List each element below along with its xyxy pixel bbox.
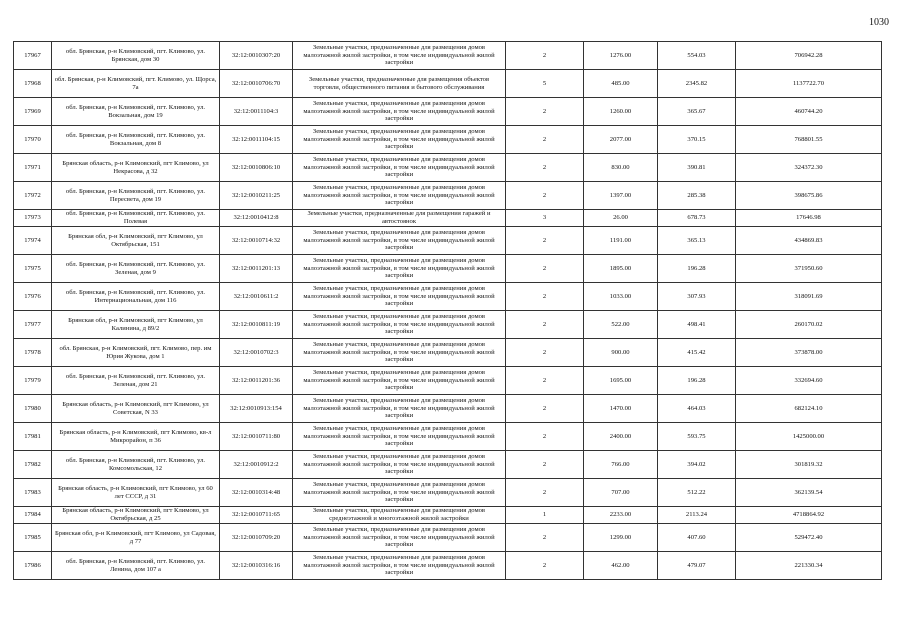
cadastral-number-cell: 32:12:0010811:19 xyxy=(220,311,293,339)
row-number-cell: 17986 xyxy=(14,552,52,580)
specific-value-cell: 464.03 xyxy=(658,395,736,423)
area-cell: 522.00 xyxy=(584,311,658,339)
table-row xyxy=(14,283,882,311)
cadastral-value-cell: 371950.60 xyxy=(736,255,882,283)
cadastral-value-cell: 4718864.92 xyxy=(736,507,882,524)
table-row xyxy=(14,552,882,580)
land-use-cell: Земельные участки, предназначенные для размещения домов малоэтажной жилой застройки, в том числе индивидуальной жилой застройки xyxy=(293,524,506,552)
cadastral-number-cell: 32:12:0010702:3 xyxy=(220,339,293,367)
cadastral-value-cell: 301819.32 xyxy=(736,451,882,479)
row-number-cell: 17979 xyxy=(14,367,52,395)
land-use-cell: Земельные участки, предназначенные для размещения домов малоэтажной жилой застройки, в том числе индивидуальной жилой застройки xyxy=(293,339,506,367)
area-cell: 766.00 xyxy=(584,451,658,479)
row-number-cell: 17970 xyxy=(14,126,52,154)
cadastral-value-cell: 318091.69 xyxy=(736,283,882,311)
row-number-cell: 17983 xyxy=(14,479,52,507)
address-cell: обл. Брянская, р-н Климовский, пгт. Климово, ул. Брянская, дом 30 xyxy=(52,42,220,70)
table-row xyxy=(14,42,882,70)
address-cell: обл. Брянская, р-н Климовский, пгт. Климово, ул. Щорса, 7а xyxy=(52,70,220,98)
land-use-cell: Земельные участки, предназначенные для размещения домов малоэтажной жилой застройки, в том числе индивидуальной жилой застройки xyxy=(293,154,506,182)
group-cell: 2 xyxy=(506,524,584,552)
area-cell: 830.00 xyxy=(584,154,658,182)
table-row xyxy=(14,255,882,283)
row-number-cell: 17972 xyxy=(14,182,52,210)
land-use-cell: Земельные участки, предназначенные для размещения домов среднеэтажной и многоэтажной жилой застройки xyxy=(293,507,506,524)
cadastral-number-cell: 32:12:0010316:16 xyxy=(220,552,293,580)
table-row xyxy=(14,507,882,524)
specific-value-cell: 307.93 xyxy=(658,283,736,311)
area-cell: 1695.00 xyxy=(584,367,658,395)
specific-value-cell: 554.03 xyxy=(658,42,736,70)
table-row xyxy=(14,311,882,339)
specific-value-cell: 678.73 xyxy=(658,210,736,227)
area-cell: 707.00 xyxy=(584,479,658,507)
row-number-cell: 17981 xyxy=(14,423,52,451)
address-cell: обл. Брянская, р-н Климовский, пгт. Климово, ул. Интернациональная, дом 116 xyxy=(52,283,220,311)
specific-value-cell: 370.15 xyxy=(658,126,736,154)
table-row xyxy=(14,154,882,182)
group-cell: 2 xyxy=(506,339,584,367)
specific-value-cell: 479.07 xyxy=(658,552,736,580)
cadastral-value-cell: 221330.34 xyxy=(736,552,882,580)
cadastral-number-cell: 32:12:0010912:2 xyxy=(220,451,293,479)
cadastral-number-cell: 32:12:0010211:25 xyxy=(220,182,293,210)
address-cell: Брянская обл, р-н Климовский, пгт Климово, ул Садовая, д 77 xyxy=(52,524,220,552)
table-row xyxy=(14,227,882,255)
specific-value-cell: 285.38 xyxy=(658,182,736,210)
group-cell: 2 xyxy=(506,311,584,339)
row-number-cell: 17973 xyxy=(14,210,52,227)
cadastral-value-cell: 362139.54 xyxy=(736,479,882,507)
group-cell: 2 xyxy=(506,552,584,580)
group-cell: 3 xyxy=(506,210,584,227)
land-use-cell: Земельные участки, предназначенные для размещения домов малоэтажной жилой застройки, в том числе индивидуальной жилой застройки xyxy=(293,227,506,255)
address-cell: Брянская область, р-н Климовский, пгт Климово, ул Некрасова, д 32 xyxy=(52,154,220,182)
cadastral-number-cell: 32:12:0010714:32 xyxy=(220,227,293,255)
cadastral-number-cell: 32:12:0011104:15 xyxy=(220,126,293,154)
table-row xyxy=(14,210,882,227)
cadastral-number-cell: 32:12:0010913:154 xyxy=(220,395,293,423)
specific-value-cell: 2113.24 xyxy=(658,507,736,524)
cadastral-value-cell: 682124.10 xyxy=(736,395,882,423)
address-cell: обл. Брянская, р-н Климовский, пгт. Климово, ул. Зеленая, дом 9 xyxy=(52,255,220,283)
row-number-cell: 17982 xyxy=(14,451,52,479)
address-cell: обл. Брянская, р-н Климовский, пгт. Климово, ул. Вокзальная, дом 19 xyxy=(52,98,220,126)
address-cell: обл. Брянская, р-н Климовский, пгт. Климово, ул. Зеленая, дом 21 xyxy=(52,367,220,395)
group-cell: 2 xyxy=(506,42,584,70)
group-cell: 2 xyxy=(506,182,584,210)
land-use-cell: Земельные участки, предназначенные для размещения домов малоэтажной жилой застройки, в том числе индивидуальной жилой застройки xyxy=(293,126,506,154)
row-number-cell: 17976 xyxy=(14,283,52,311)
land-use-cell: Земельные участки, предназначенные для размещения домов малоэтажной жилой застройки, в том числе индивидуальной жилой застройки xyxy=(293,423,506,451)
table-body xyxy=(14,42,882,580)
area-cell: 1191.00 xyxy=(584,227,658,255)
specific-value-cell: 2345.82 xyxy=(658,70,736,98)
address-cell: Брянская область, р-н Климовский, пгт Климово, ул Октябрьская, д 25 xyxy=(52,507,220,524)
page-number: 1030 xyxy=(869,17,889,28)
table-row xyxy=(14,70,882,98)
address-cell: обл. Брянская, р-н Климовский, пгт. Климово, ул. Пересвета, дом 19 xyxy=(52,182,220,210)
row-number-cell: 17967 xyxy=(14,42,52,70)
group-cell: 2 xyxy=(506,154,584,182)
specific-value-cell: 415.42 xyxy=(658,339,736,367)
area-cell: 2077.00 xyxy=(584,126,658,154)
cadastral-number-cell: 32:12:0010711:80 xyxy=(220,423,293,451)
address-cell: Брянская область, р-н Климовский, пгт Климово, кв-л Микрорайон, п 36 xyxy=(52,423,220,451)
group-cell: 2 xyxy=(506,395,584,423)
cadastral-value-cell: 460744.20 xyxy=(736,98,882,126)
group-cell: 2 xyxy=(506,283,584,311)
land-use-cell: Земельные участки, предназначенные для размещения домов малоэтажной жилой застройки, в том числе индивидуальной жилой застройки xyxy=(293,395,506,423)
cadastral-value-cell: 1137722.70 xyxy=(736,70,882,98)
area-cell: 2400.00 xyxy=(584,423,658,451)
specific-value-cell: 394.02 xyxy=(658,451,736,479)
land-use-cell: Земельные участки, предназначенные для размещения объектов торговли, общественного питания и бытового обслуживания xyxy=(293,70,506,98)
table-row xyxy=(14,339,882,367)
area-cell: 1276.00 xyxy=(584,42,658,70)
specific-value-cell: 512.22 xyxy=(658,479,736,507)
row-number-cell: 17984 xyxy=(14,507,52,524)
row-number-cell: 17975 xyxy=(14,255,52,283)
cadastral-number-cell: 32:12:0010314:48 xyxy=(220,479,293,507)
table-row xyxy=(14,395,882,423)
land-use-cell: Земельные участки, предназначенные для размещения домов малоэтажной жилой застройки, в том числе индивидуальной жилой застройки xyxy=(293,182,506,210)
area-cell: 1033.00 xyxy=(584,283,658,311)
row-number-cell: 17980 xyxy=(14,395,52,423)
table-row xyxy=(14,126,882,154)
cadastral-value-cell: 373878.00 xyxy=(736,339,882,367)
specific-value-cell: 407.60 xyxy=(658,524,736,552)
table-row xyxy=(14,182,882,210)
group-cell: 2 xyxy=(506,367,584,395)
address-cell: Брянская обл, р-н Климовский, пгт Климово, ул Октябрьская, 151 xyxy=(52,227,220,255)
land-use-cell: Земельные участки, предназначенные для размещения домов малоэтажной жилой застройки, в том числе индивидуальной жилой застройки xyxy=(293,255,506,283)
cadastral-value-cell: 1425000.00 xyxy=(736,423,882,451)
row-number-cell: 17971 xyxy=(14,154,52,182)
land-use-cell: Земельные участки, предназначенные для размещения домов малоэтажной жилой застройки, в том числе индивидуальной жилой застройки xyxy=(293,451,506,479)
address-cell: обл. Брянская, р-н Климовский, пгт. Климово, ул. Ленина, дом 107 а xyxy=(52,552,220,580)
specific-value-cell: 196.28 xyxy=(658,255,736,283)
specific-value-cell: 498.41 xyxy=(658,311,736,339)
land-use-cell: Земельные участки, предназначенные для размещения домов малоэтажной жилой застройки, в том числе индивидуальной жилой застройки xyxy=(293,98,506,126)
cadastral-number-cell: 32:12:0011201:13 xyxy=(220,255,293,283)
table-row xyxy=(14,98,882,126)
specific-value-cell: 365.67 xyxy=(658,98,736,126)
land-use-cell: Земельные участки, предназначенные для размещения домов малоэтажной жилой застройки, в том числе индивидуальной жилой застройки xyxy=(293,479,506,507)
cadastral-number-cell: 32:12:0010307:20 xyxy=(220,42,293,70)
area-cell: 462.00 xyxy=(584,552,658,580)
area-cell: 1470.00 xyxy=(584,395,658,423)
area-cell: 1895.00 xyxy=(584,255,658,283)
cadastral-number-cell: 32:12:0010806:10 xyxy=(220,154,293,182)
specific-value-cell: 593.75 xyxy=(658,423,736,451)
cadastral-value-cell: 529472.40 xyxy=(736,524,882,552)
specific-value-cell: 196.28 xyxy=(658,367,736,395)
cadastral-value-cell: 398675.86 xyxy=(736,182,882,210)
group-cell: 2 xyxy=(506,451,584,479)
group-cell: 2 xyxy=(506,98,584,126)
land-use-cell: Земельные участки, предназначенные для размещения домов малоэтажной жилой застройки, в том числе индивидуальной жилой застройки xyxy=(293,311,506,339)
land-use-cell: Земельные участки, предназначенные для размещения домов малоэтажной жилой застройки, в том числе индивидуальной жилой застройки xyxy=(293,42,506,70)
cadastral-number-cell: 32:12:0010711:65 xyxy=(220,507,293,524)
area-cell: 1397.00 xyxy=(584,182,658,210)
area-cell: 1299.00 xyxy=(584,524,658,552)
table-row xyxy=(14,367,882,395)
row-number-cell: 17977 xyxy=(14,311,52,339)
area-cell: 26.00 xyxy=(584,210,658,227)
cadastral-value-cell: 17646.98 xyxy=(736,210,882,227)
row-number-cell: 17969 xyxy=(14,98,52,126)
land-use-cell: Земельные участки, предназначенные для размещения гаражей и автостоянок xyxy=(293,210,506,227)
land-use-cell: Земельные участки, предназначенные для размещения домов малоэтажной жилой застройки, в том числе индивидуальной жилой застройки xyxy=(293,283,506,311)
cadastral-value-cell: 768801.55 xyxy=(736,126,882,154)
address-cell: Брянская область, р-н Климовский, пгт Климово, ул 60 лет СССР, д 31 xyxy=(52,479,220,507)
row-number-cell: 17968 xyxy=(14,70,52,98)
area-cell: 900.00 xyxy=(584,339,658,367)
area-cell: 485.00 xyxy=(584,70,658,98)
cadastral-number-cell: 32:12:0010706:70 xyxy=(220,70,293,98)
address-cell: обл. Брянская, р-н Климовский, пгт. Климово, ул. Вокзальная, дом 8 xyxy=(52,126,220,154)
address-cell: обл. Брянская, р-н Климовский, пгт. Климово, ул. Полевая xyxy=(52,210,220,227)
address-cell: Брянская область, р-н Климовский, пгт Климово, ул Советская, N 33 xyxy=(52,395,220,423)
land-use-cell: Земельные участки, предназначенные для размещения домов малоэтажной жилой застройки, в том числе индивидуальной жилой застройки xyxy=(293,367,506,395)
group-cell: 1 xyxy=(506,507,584,524)
cadastral-number-cell: 32:12:0010709:20 xyxy=(220,524,293,552)
group-cell: 2 xyxy=(506,255,584,283)
row-number-cell: 17978 xyxy=(14,339,52,367)
cadastral-value-cell: 706942.28 xyxy=(736,42,882,70)
cadastral-value-table xyxy=(13,41,882,580)
cadastral-number-cell: 32:12:0011104:3 xyxy=(220,98,293,126)
group-cell: 2 xyxy=(506,227,584,255)
cadastral-value-cell: 260170.02 xyxy=(736,311,882,339)
specific-value-cell: 365.13 xyxy=(658,227,736,255)
cadastral-value-cell: 324372.30 xyxy=(736,154,882,182)
group-cell: 2 xyxy=(506,423,584,451)
row-number-cell: 17985 xyxy=(14,524,52,552)
group-cell: 2 xyxy=(506,126,584,154)
address-cell: обл. Брянская, р-н Климовский, пгт. Климово, пер. им Юрия Жукова, дом 1 xyxy=(52,339,220,367)
group-cell: 5 xyxy=(506,70,584,98)
row-number-cell: 17974 xyxy=(14,227,52,255)
cadastral-number-cell: 32:12:0010412:8 xyxy=(220,210,293,227)
area-cell: 2233.00 xyxy=(584,507,658,524)
land-use-cell: Земельные участки, предназначенные для размещения домов малоэтажной жилой застройки, в том числе индивидуальной жилой застройки xyxy=(293,552,506,580)
area-cell: 1260.00 xyxy=(584,98,658,126)
address-cell: обл. Брянская, р-н Климовский, пгт. Климово, ул. Комсомольская, 12 xyxy=(52,451,220,479)
table-row xyxy=(14,479,882,507)
table-row xyxy=(14,524,882,552)
cadastral-value-cell: 434869.83 xyxy=(736,227,882,255)
specific-value-cell: 390.81 xyxy=(658,154,736,182)
cadastral-number-cell: 32:12:0010611:2 xyxy=(220,283,293,311)
table-row xyxy=(14,423,882,451)
cadastral-number-cell: 32:12:0011201:36 xyxy=(220,367,293,395)
table-row xyxy=(14,451,882,479)
group-cell: 2 xyxy=(506,479,584,507)
address-cell: Брянская обл, р-н Климовский, пгт Климово, ул Калинина, д 89/2 xyxy=(52,311,220,339)
cadastral-value-cell: 332694.60 xyxy=(736,367,882,395)
